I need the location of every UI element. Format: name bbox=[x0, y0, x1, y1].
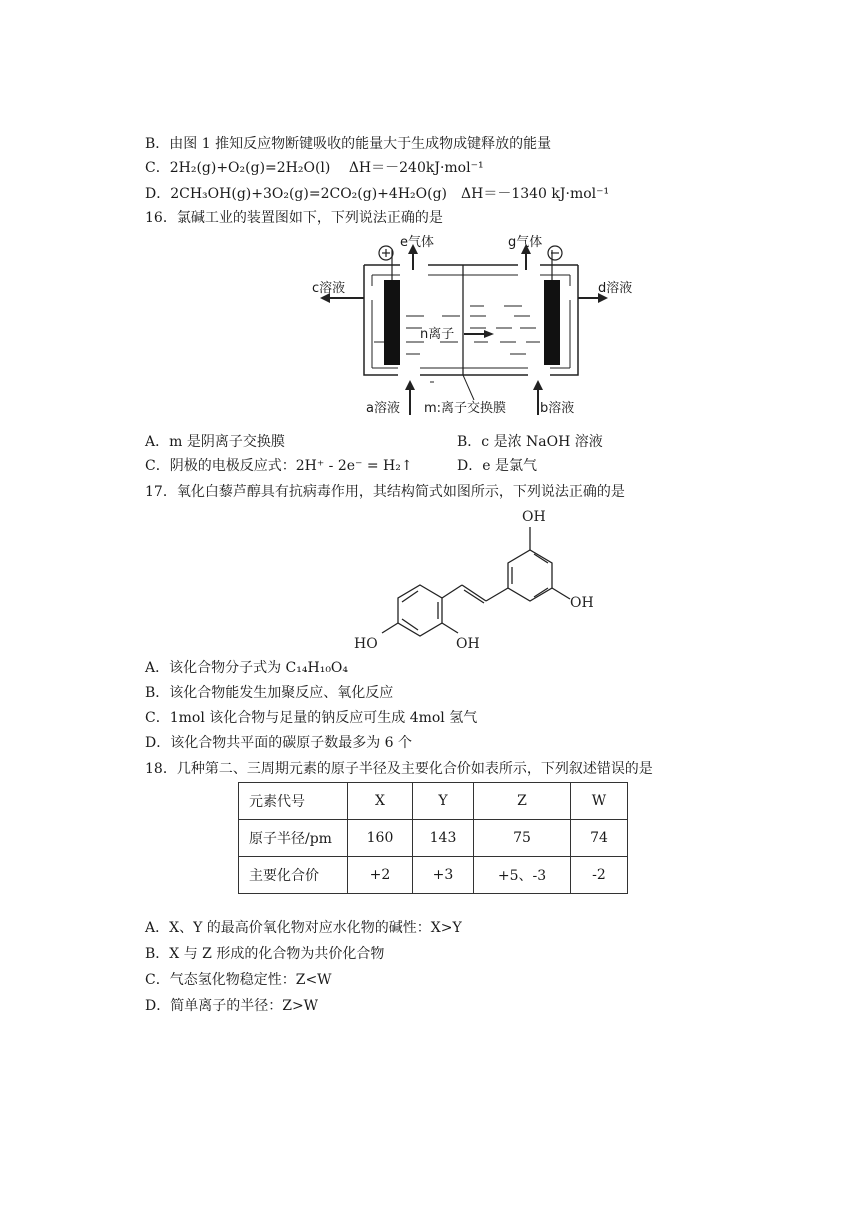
q18-option-b: B．X 与 Z 形成的化合物为共价化合物 bbox=[145, 946, 385, 962]
table-cell: +5、-3 bbox=[474, 857, 571, 894]
table-cell: Z bbox=[474, 783, 571, 820]
table-cell: 74 bbox=[571, 820, 628, 857]
table-row bbox=[239, 820, 628, 857]
cathode-electrode bbox=[544, 280, 560, 365]
table-cell: 160 bbox=[348, 820, 413, 857]
q18-option-d: D．简单离子的半径：Z>W bbox=[145, 998, 319, 1014]
d-solution-label: d溶液 bbox=[598, 281, 633, 296]
table-row bbox=[239, 857, 628, 894]
q15-option-b: B．由图 1 推知反应物断键吸收的能量大于生成物成键释放的能量 bbox=[145, 136, 552, 152]
oh-top-label: OH bbox=[522, 509, 546, 525]
element-table bbox=[238, 782, 628, 894]
q15-option-d: D．2CH₃OH(g)+3O₂(g)=2CO₂(g)+4H₂O(g) ΔH＝－1340 kJ·mol⁻¹ bbox=[145, 186, 610, 202]
c-solution-label: c溶液 bbox=[312, 281, 346, 296]
oxyresveratrol-structure bbox=[350, 505, 620, 655]
table-cell: W bbox=[571, 783, 628, 820]
table-cell: 143 bbox=[413, 820, 474, 857]
q18-stem: 18．几种第二、三周期元素的原子半径及主要化合价如表所示，下列叙述错误的是 bbox=[145, 761, 653, 777]
table-cell: 主要化合价 bbox=[239, 857, 348, 894]
electrolysis-diagram bbox=[300, 230, 650, 420]
anode-electrode bbox=[384, 280, 400, 365]
table-row bbox=[239, 783, 628, 820]
b-solution-label: b溶液 bbox=[540, 401, 575, 416]
q18-option-c: C．气态氢化物稳定性：Z<W bbox=[145, 972, 332, 988]
q16-option-c: C．阴极的电极反应式：2H⁺ - 2e⁻ = H₂↑ bbox=[145, 458, 413, 474]
ho-left-label: HO bbox=[354, 636, 378, 652]
table-cell: 元素代号 bbox=[239, 783, 348, 820]
q16-option-d: D．e 是氯气 bbox=[457, 458, 537, 474]
q16-option-b: B．c 是浓 NaOH 溶液 bbox=[457, 434, 603, 450]
q18-option-a: A．X、Y 的最高价氧化物对应水化物的碱性：X>Y bbox=[145, 920, 462, 936]
n-ion-label: n离子 bbox=[420, 327, 455, 342]
q17-option-c: C．1mol 该化合物与足量的钠反应可生成 4mol 氢气 bbox=[145, 710, 478, 726]
q17-option-d: D．该化合物共平面的碳原子数最多为 6 个 bbox=[145, 735, 413, 751]
table-cell: Y bbox=[413, 783, 474, 820]
membrane-label: m:离子交换膜 bbox=[424, 401, 507, 416]
oh-bottom-label: OH bbox=[456, 636, 480, 652]
e-gas-label: e气体 bbox=[400, 235, 434, 250]
table-cell: -2 bbox=[571, 857, 628, 894]
table-cell: 75 bbox=[474, 820, 571, 857]
q16-option-a: A．m 是阴离子交换膜 bbox=[145, 434, 285, 450]
q17-stem: 17．氧化白藜芦醇具有抗病毒作用，其结构简式如图所示，下列说法正确的是 bbox=[145, 484, 625, 500]
q17-option-b: B．该化合物能发生加聚反应、氧化反应 bbox=[145, 685, 394, 701]
q15-option-c: C．2H₂(g)+O₂(g)=2H₂O(l) ΔH＝－240kJ·mol⁻¹ bbox=[145, 160, 484, 176]
q17-option-a: A．该化合物分子式为 C₁₄H₁₀O₄ bbox=[145, 660, 349, 676]
q16-stem: 16．氯碱工业的装置图如下，下列说法正确的是 bbox=[145, 210, 443, 226]
a-solution-label: a溶液 bbox=[366, 401, 400, 416]
oh-right-label: OH bbox=[570, 595, 594, 611]
table-cell: +3 bbox=[413, 857, 474, 894]
table-cell: X bbox=[348, 783, 413, 820]
g-gas-label: g气体 bbox=[508, 235, 543, 250]
table-cell: +2 bbox=[348, 857, 413, 894]
table-cell: 原子半径/pm bbox=[239, 820, 348, 857]
